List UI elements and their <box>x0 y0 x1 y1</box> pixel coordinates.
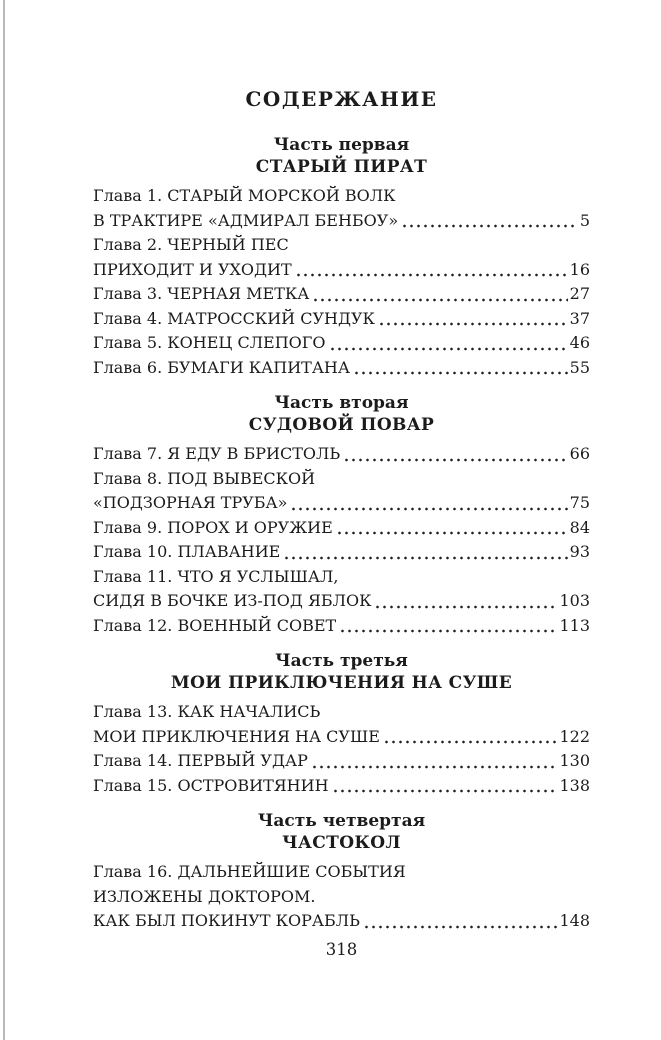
entry-text: Глава 8. ПОД ВЫВЕСКОЙ <box>93 468 316 488</box>
toc-line <box>93 356 590 381</box>
page-edge-line <box>3 0 5 1040</box>
toc-line <box>93 331 590 356</box>
folio-page-number: 318 <box>325 940 358 959</box>
dot-leader <box>331 347 568 351</box>
dot-leader <box>355 371 568 375</box>
entry-text: Глава 16. ДАЛЬНЕЙШИЕ СОБЫТИЯ <box>93 862 406 881</box>
entry-page-number: 138 <box>559 775 590 795</box>
part-entries <box>93 184 590 380</box>
entry-text: Глава 2. ЧЕРНЫЙ ПЕС <box>93 235 289 254</box>
toc-part <box>93 392 590 638</box>
dot-leader <box>285 556 567 560</box>
part-entries <box>93 700 590 798</box>
entry-page-number: 122 <box>559 726 590 746</box>
entry-text: Глава 9. ПОРОХ И ОРУЖИЕ <box>93 517 333 537</box>
entry-text: Глава 11. ЧТО Я УСЛЫШАЛ, <box>93 566 339 586</box>
part-title: МОИ ПРИКЛЮЧЕНИЯ НА СУШЕ <box>170 673 513 693</box>
dot-leader <box>341 629 557 633</box>
toc-page <box>93 0 590 934</box>
toc-line <box>93 209 590 234</box>
toc-line <box>93 491 590 516</box>
entry-text: Глава 3. ЧЕРНАЯ МЕТКА <box>93 284 310 303</box>
toc-line <box>93 909 590 934</box>
toc-line <box>93 540 590 565</box>
entry-text: Глава 12. ВОЕННЫЙ СОВЕТ <box>93 615 337 635</box>
entry-page-number: 66 <box>569 444 590 463</box>
dot-leader <box>380 322 568 326</box>
entry-page-number: 93 <box>569 542 590 561</box>
entry-page-number: 103 <box>559 591 590 610</box>
dot-leader <box>403 224 578 228</box>
entry-page-number: 148 <box>559 911 590 930</box>
part-title: ЧАСТОКОЛ <box>282 833 401 853</box>
entry-text: СИДЯ В БОЧКЕ ИЗ-ПОД ЯБЛОК <box>93 591 372 610</box>
toc-line <box>93 467 590 492</box>
toc-line <box>93 589 590 614</box>
entry-text: ПРИХОДИТ И УХОДИТ <box>93 259 292 279</box>
part-entries <box>93 860 590 934</box>
entry-text: В ТРАКТИРЕ «АДМИРАЛ БЕНБОУ» <box>93 210 399 230</box>
dot-leader <box>345 458 568 462</box>
entry-text: Глава 4. МАТРОССКИЙ СУНДУК <box>93 308 375 328</box>
dot-leader <box>338 531 568 535</box>
dot-leader <box>334 789 558 793</box>
entry-text: Глава 10. ПЛАВАНИЕ <box>93 542 281 561</box>
part-title: СУДОВОЙ ПОВАР <box>248 415 435 435</box>
dot-leader <box>385 740 558 744</box>
entry-page-number: 16 <box>569 259 590 279</box>
entry-text: КАК БЫЛ ПОКИНУТ КОРАБЛЬ <box>93 911 360 930</box>
toc-line <box>93 516 590 541</box>
toc-part <box>93 650 590 798</box>
toc-line <box>93 614 590 639</box>
entry-text: Глава 7. Я ЕДУ В БРИСТОЛЬ <box>93 444 341 463</box>
entry-page-number: 113 <box>559 615 590 635</box>
dot-leader <box>365 925 558 929</box>
entry-page-number: 130 <box>559 751 590 770</box>
entry-page-number: 84 <box>569 517 590 537</box>
entry-page-number: 37 <box>569 308 590 328</box>
entry-page-number: 27 <box>569 284 590 303</box>
entry-text: МОИ ПРИКЛЮЧЕНИЯ НА СУШЕ <box>93 726 380 746</box>
entry-page-number: 46 <box>569 333 590 352</box>
toc-line <box>93 885 590 910</box>
toc-line <box>93 442 590 467</box>
entry-text: Глава 15. ОСТРОВИТЯНИН <box>93 775 329 795</box>
toc-line <box>93 774 590 799</box>
toc-line <box>93 233 590 258</box>
page-title: СОДЕРЖАНИЕ <box>245 87 438 111</box>
dot-leader <box>313 765 558 769</box>
entry-page-number: 55 <box>569 357 590 377</box>
part-entries <box>93 442 590 638</box>
toc-line <box>93 725 590 750</box>
entry-text: Глава 6. БУМАГИ КАПИТАНА <box>93 357 350 377</box>
part-label: Часть третья <box>275 651 408 671</box>
part-label: Часть вторая <box>274 393 409 413</box>
entry-text: «ПОДЗОРНАЯ ТРУБА» <box>93 493 288 512</box>
toc-part <box>93 810 590 934</box>
entry-text: Глава 5. КОНЕЦ СЛЕПОГО <box>93 333 326 352</box>
toc-line <box>93 565 590 590</box>
parts-container <box>93 134 590 934</box>
toc-line <box>93 282 590 307</box>
entry-page-number: 5 <box>579 210 590 230</box>
entry-text: Глава 13. КАК НАЧАЛИСЬ <box>93 702 321 721</box>
dot-leader <box>314 298 567 302</box>
part-title: СТАРЫЙ ПИРАТ <box>255 157 428 177</box>
toc-line <box>93 860 590 885</box>
entry-text: Глава 1. СТАРЫЙ МОРСКОЙ ВОЛК <box>93 186 396 205</box>
entry-text: ИЗЛОЖЕНЫ ДОКТОРОМ. <box>93 886 316 906</box>
dot-leader <box>297 273 568 277</box>
entry-text: Глава 14. ПЕРВЫЙ УДАР <box>93 751 308 770</box>
toc-line <box>93 307 590 332</box>
toc-line <box>93 700 590 725</box>
part-label: Часть четвертая <box>257 811 426 831</box>
part-label: Часть первая <box>273 135 410 155</box>
toc-line <box>93 258 590 283</box>
toc-part <box>93 134 590 380</box>
toc-line <box>93 184 590 209</box>
toc-line <box>93 749 590 774</box>
entry-page-number: 75 <box>569 493 590 512</box>
dot-leader <box>292 507 567 511</box>
dot-leader <box>376 605 557 609</box>
